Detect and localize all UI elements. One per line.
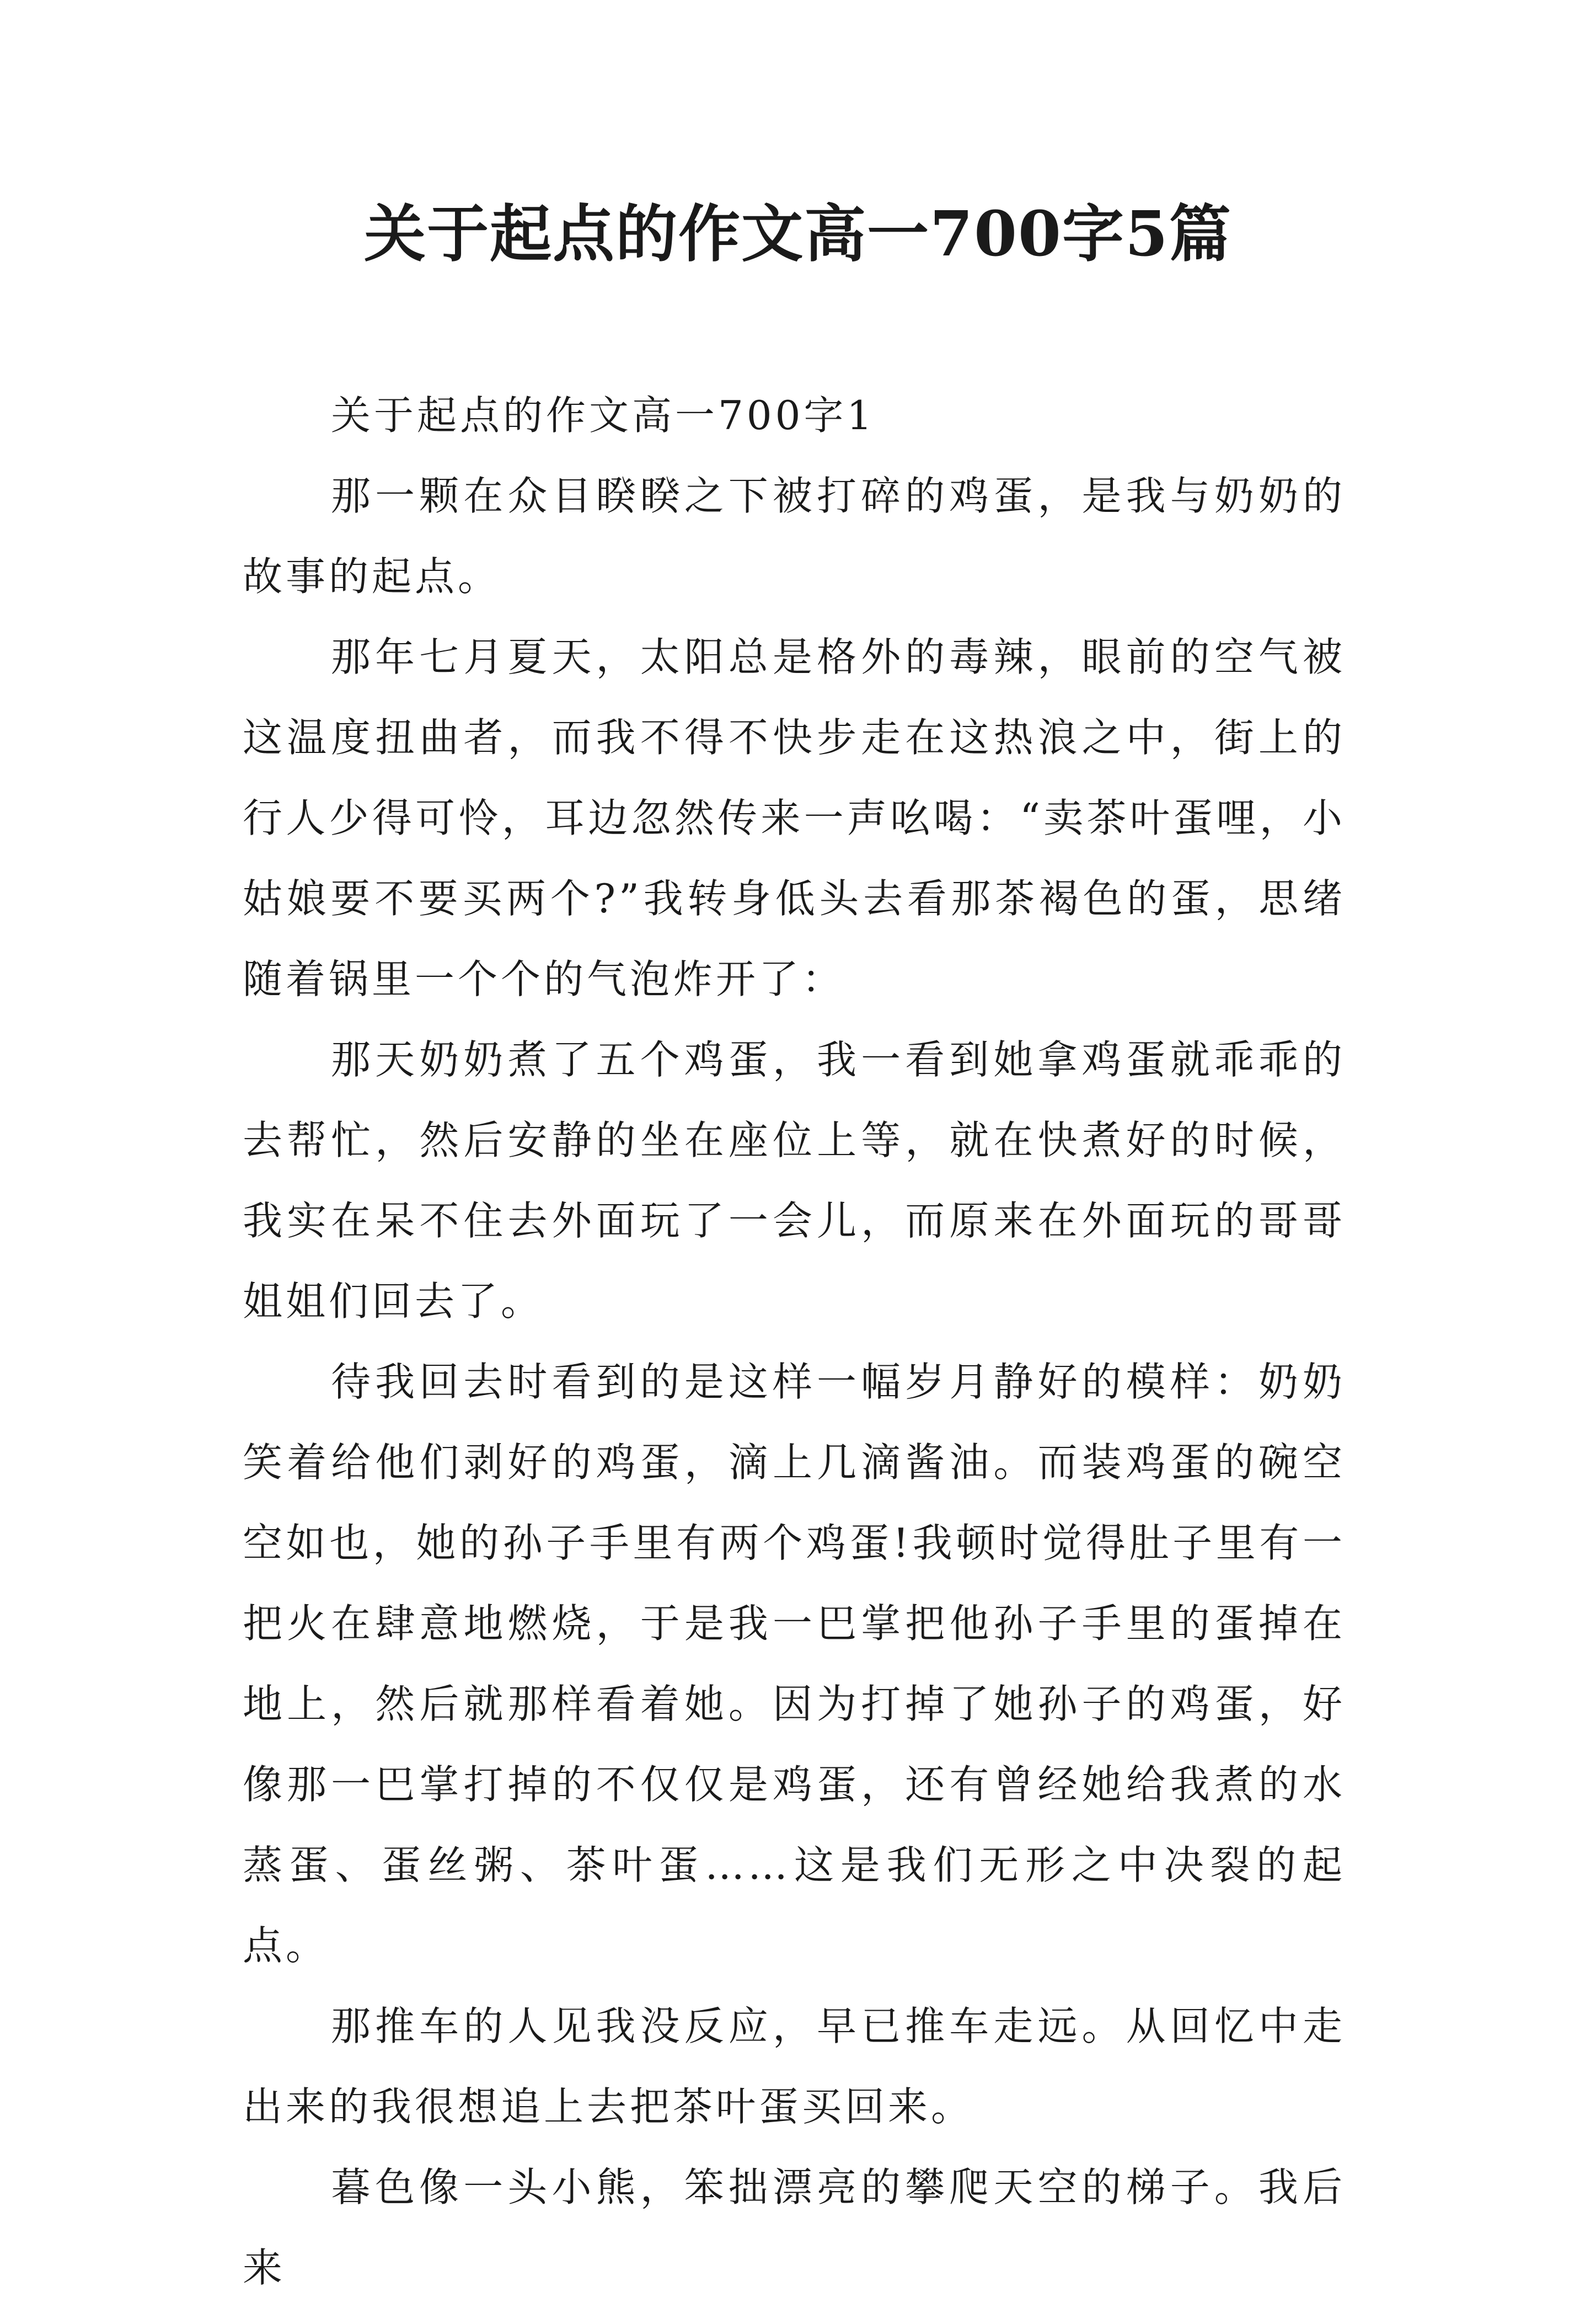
paragraph: 那天奶奶煮了五个鸡蛋，我一看到她拿鸡蛋就乖乖的去帮忙，然后安静的坐在座位上等，就在快煮好的时候，我实在呆不住去外面玩了一会儿，而原来在外面玩的哥哥姐姐们回去了。 bbox=[243, 1037, 1346, 1324]
paragraph: 暮色像一头小熊，笨拙漂亮的攀爬天空的梯子。我后来 bbox=[243, 2164, 1346, 2291]
paragraph: 那年七月夏天，太阳总是格外的毒辣，眼前的空气被这温度扭曲者，而我不得不快步走在这热浪之中，街上的行人少得可怜，耳边忽然传来一声吆喝：“卖茶叶蛋哩，小姑娘要不要买两个?”我转身低头去看那茶褐色的蛋，思绪随着锅里一个个的气泡炸开了： bbox=[243, 634, 1346, 1002]
document-body bbox=[243, 375, 1346, 2308]
paragraph: 那推车的人见我没反应，早已推车走远。从回忆中走出来的我很想追上去把茶叶蛋买回来。 bbox=[243, 2003, 1346, 2130]
section-heading: 关于起点的作文高一700字1 bbox=[331, 392, 876, 439]
document-title: 关于起点的作文高一700字5篇 bbox=[364, 198, 1232, 270]
paragraph: 那一颗在众目睽睽之下被打碎的鸡蛋，是我与奶奶的故事的起点。 bbox=[243, 473, 1346, 600]
paragraph: 待我回去时看到的是这样一幅岁月静好的模样：奶奶笑着给他们剥好的鸡蛋，滴上几滴酱油。而装鸡蛋的碗空空如也，她的孙子手里有两个鸡蛋!我顿时觉得肚子里有一把火在肆意地燃烧，于是我一巴掌把他孙子手里的蛋掉在地上，然后就那样看着她。因为打掉了她孙子的鸡蛋，好像那一巴掌打掉的不仅仅是鸡蛋，还有曾经她给我煮的水蒸蛋、蛋丝粥、茶叶蛋……这是我们无形之中决裂的起点。 bbox=[243, 1359, 1346, 1969]
